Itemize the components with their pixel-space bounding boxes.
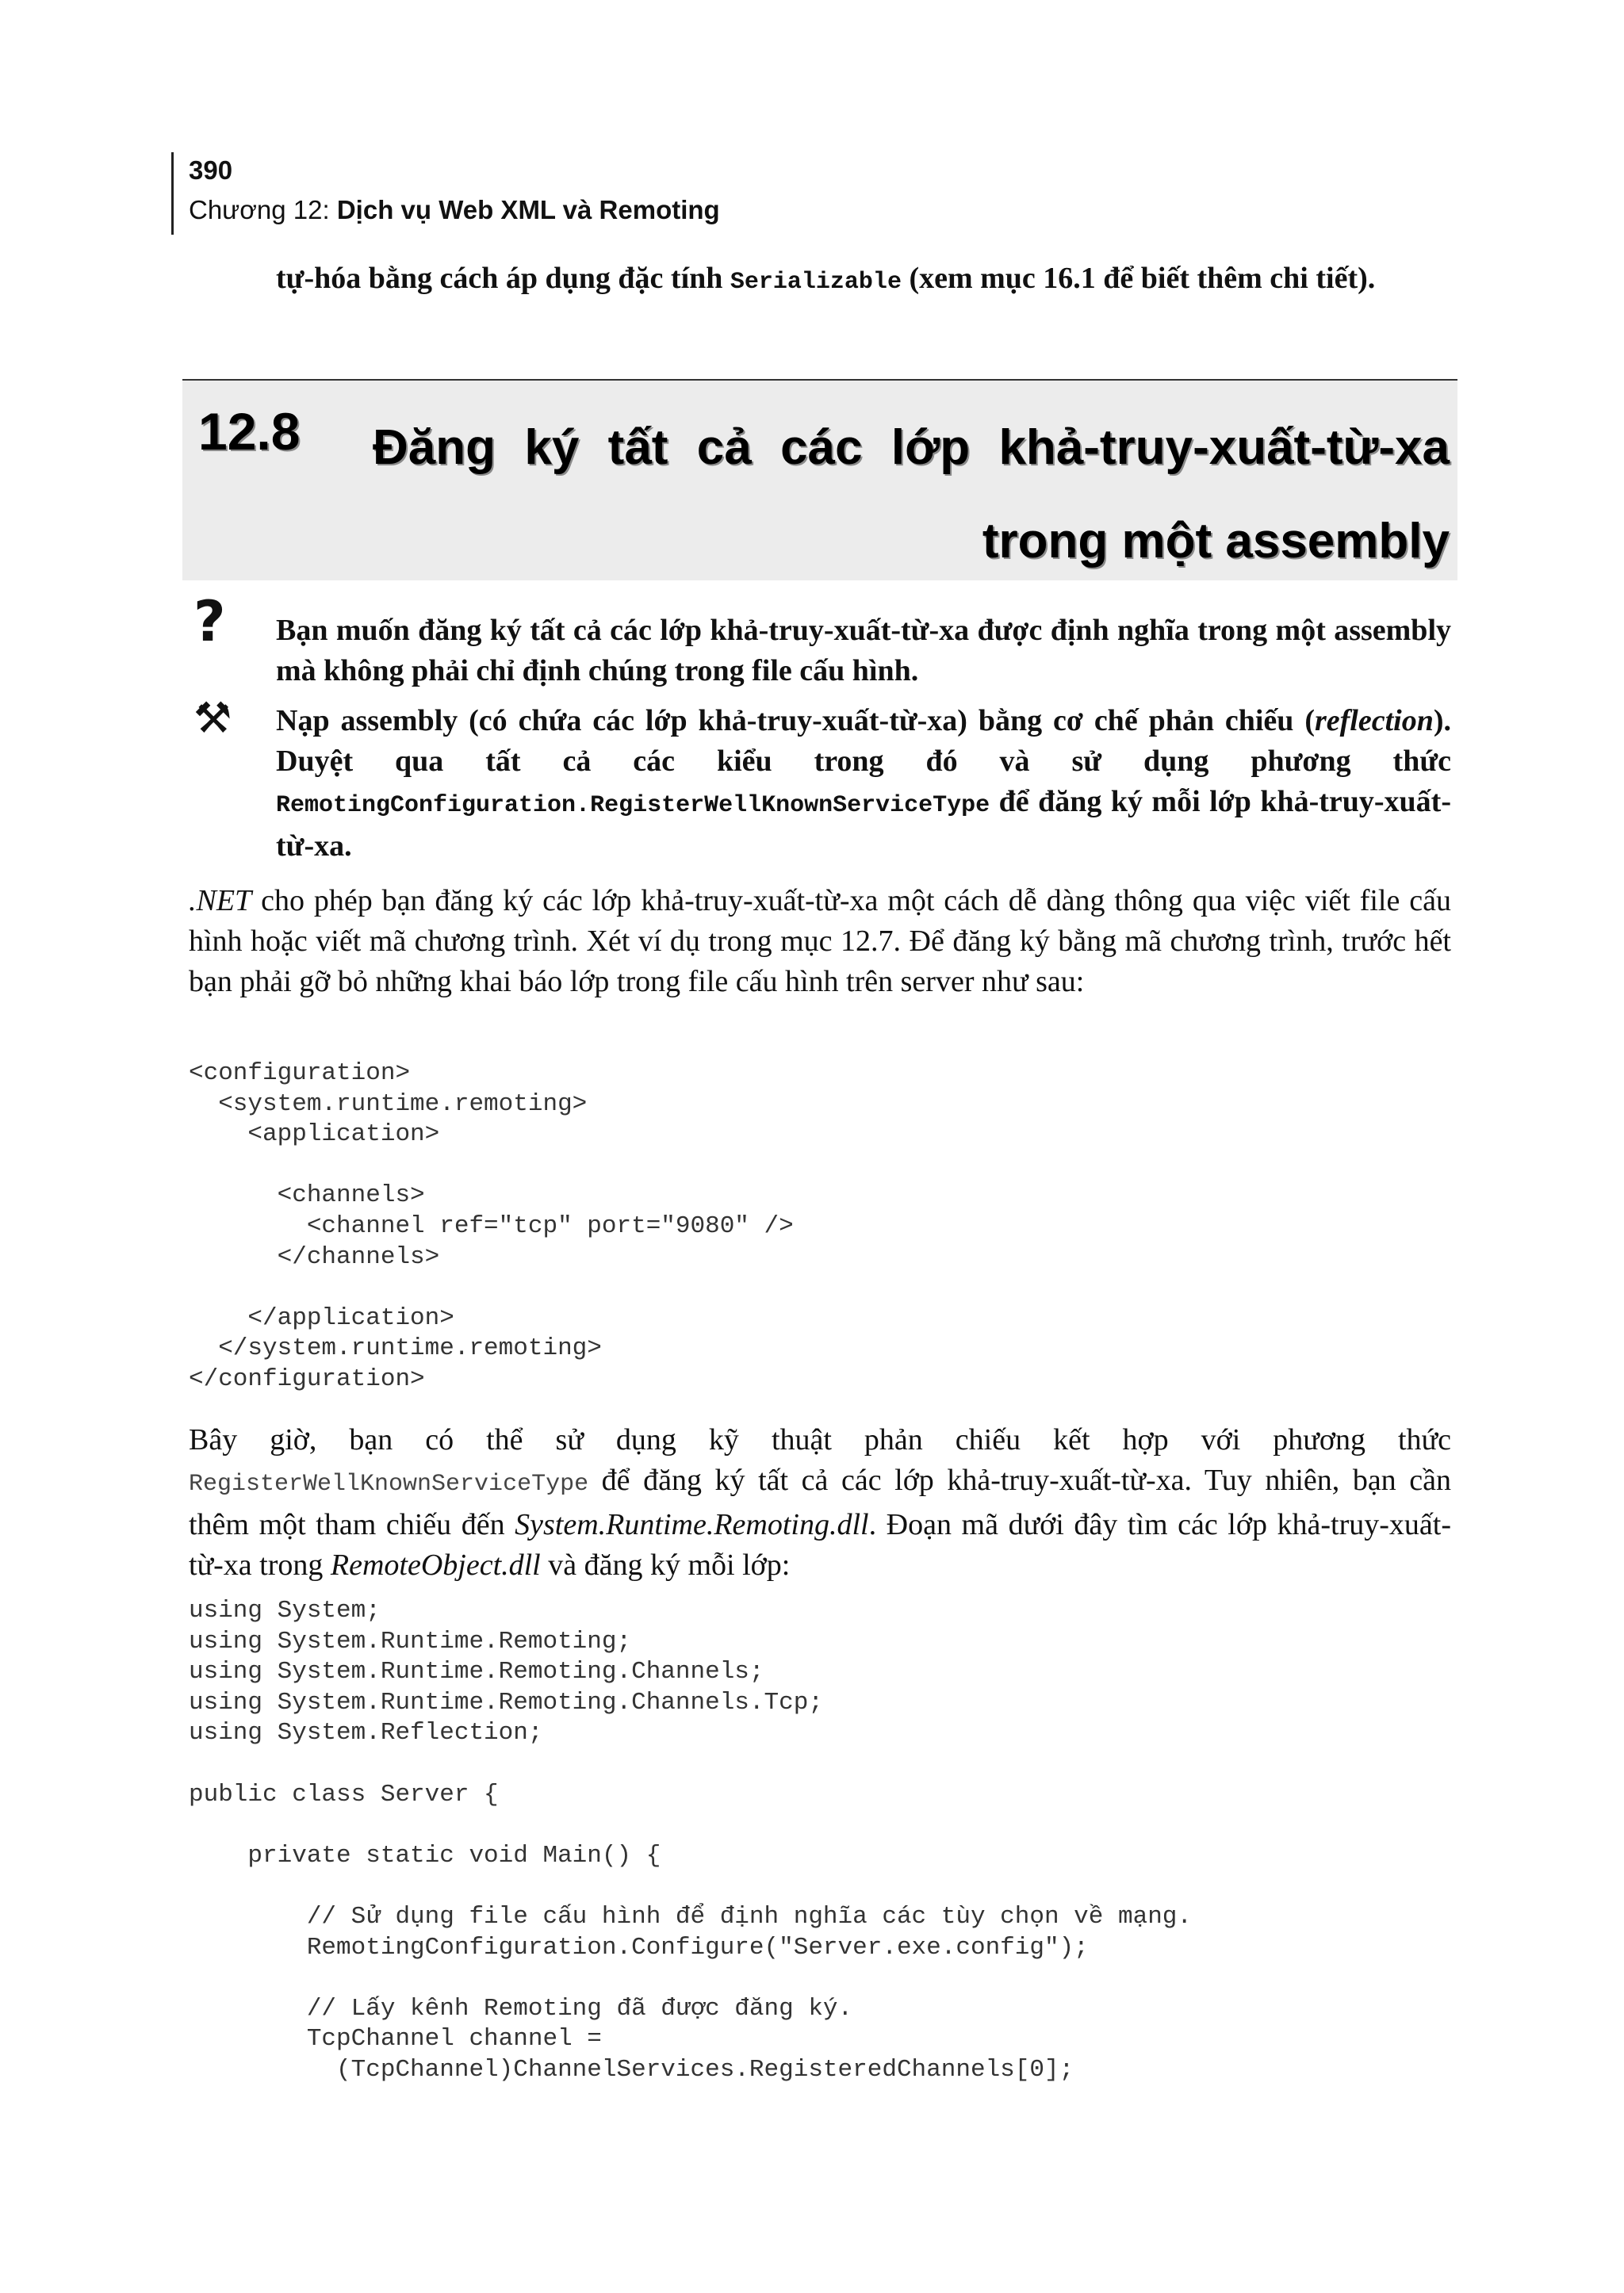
csharp-code-block: using System; using System.Runtime.Remoting; using System.Runtime.Remoting.Channels; using System.Runtime.Remoting.Channels.Tcp; using System.Reflection; public class Server { private static void Main() { // Sử dụng file cấu hình để định nghĩa các tùy chọn về mạng. RemotingConfiguration.Configure("Server.exe.config"); // Lấy kênh Remoting đã được đăng ký. TcpChannel channel = (TcpChannel)ChannelServices.RegisteredChannels[0]; bbox=[189, 1597, 1193, 2084]
intro-paragraph bbox=[276, 258, 1451, 303]
intro-text-end: (xem mục 16.1 để biết thêm chi tiết). bbox=[901, 262, 1376, 295]
chapter-title: Dịch vụ Web XML và Remoting bbox=[336, 195, 720, 224]
remoting-dll-term: System.Runtime.Remoting.dll bbox=[515, 1508, 869, 1541]
reflection-term: reflection bbox=[1314, 704, 1434, 737]
serializable-code: Serializable bbox=[730, 269, 902, 296]
paragraph-2 bbox=[189, 1420, 1451, 1586]
solution-text-2: ). Duyệt qua tất cả các kiểu trong đó và sử dụng phương thức bbox=[276, 704, 1451, 778]
paragraph-2-text-2: để đăng ký tất cả các lớp khả-truy-xuất-từ-xa. Tuy nhiên, bạn cần thêm một tham chiếu đến bbox=[189, 1464, 1451, 1541]
register-type-code: RegisterWellKnownServiceType bbox=[189, 1471, 589, 1498]
paragraph-2-text-1: Bây giờ, bạn có thể sử dụng kỹ thuật phản chiếu kết hợp với phương thức bbox=[189, 1423, 1451, 1457]
intro-text-start: tự-hóa bằng cách áp dụng đặc tính bbox=[276, 262, 730, 295]
solution-text-3: để đăng ký mỗi lớp khả-truy-xuất-từ-xa. bbox=[276, 785, 1451, 863]
header-rule bbox=[171, 152, 174, 235]
solution-text-1: Nạp assembly (có chứa các lớp khả-truy-xuất-từ-xa) bằng cơ chế phản chiếu ( bbox=[276, 704, 1315, 737]
config-code-block: <configuration> <system.runtime.remoting> <application> <channels> <channel ref="tcp" port="9080" /> </channels> </application> </system.runtime.remoting> </configuration> bbox=[189, 1059, 794, 1393]
paragraph-2-text-4: và đăng ký mỗi lớp: bbox=[540, 1548, 791, 1582]
register-method-code: RemotingConfiguration.RegisterWellKnownServiceType bbox=[276, 792, 990, 819]
tools-icon: ⚒ bbox=[193, 693, 232, 743]
chapter-heading bbox=[189, 195, 720, 225]
question-mark-icon: ? bbox=[193, 589, 226, 654]
paragraph-1-text: cho phép bạn đăng ký các lớp khả-truy-xuất-từ-xa một cách dễ dàng thông qua việc viết file cấu hình hoặc viết mã chương trình. Xét ví dụ trong mục 12.7. Để đăng ký bằng mã chương trình, trước hết bạn phải gỡ bỏ những khai báo lớp trong file cấu hình trên server như sau: bbox=[189, 884, 1451, 998]
section-heading-box bbox=[182, 381, 1457, 580]
remote-object-dll-term: RemoteObject.dll bbox=[330, 1548, 541, 1582]
section-title: Đăng ký tất cả các lớp khả-truy-xuất-từ-xa trong một assembly bbox=[373, 420, 1450, 568]
paragraph-1 bbox=[189, 881, 1451, 1002]
solution-statement bbox=[276, 701, 1451, 867]
page-number: 390 bbox=[189, 155, 233, 185]
chapter-prefix: Chương 12: bbox=[189, 195, 337, 224]
paragraph-2-text-3: . Đoạn mã dưới đây tìm các lớp khả-truy-xuất-từ-xa trong bbox=[189, 1508, 1451, 1582]
section-number: 12.8 bbox=[198, 402, 301, 461]
dotnet-term: .NET bbox=[189, 884, 252, 917]
problem-statement: Bạn muốn đăng ký tất cả các lớp khả-truy-xuất-từ-xa được định nghĩa trong một assembly mà không phải chỉ định chúng trong file cấu hình. bbox=[276, 614, 1451, 687]
